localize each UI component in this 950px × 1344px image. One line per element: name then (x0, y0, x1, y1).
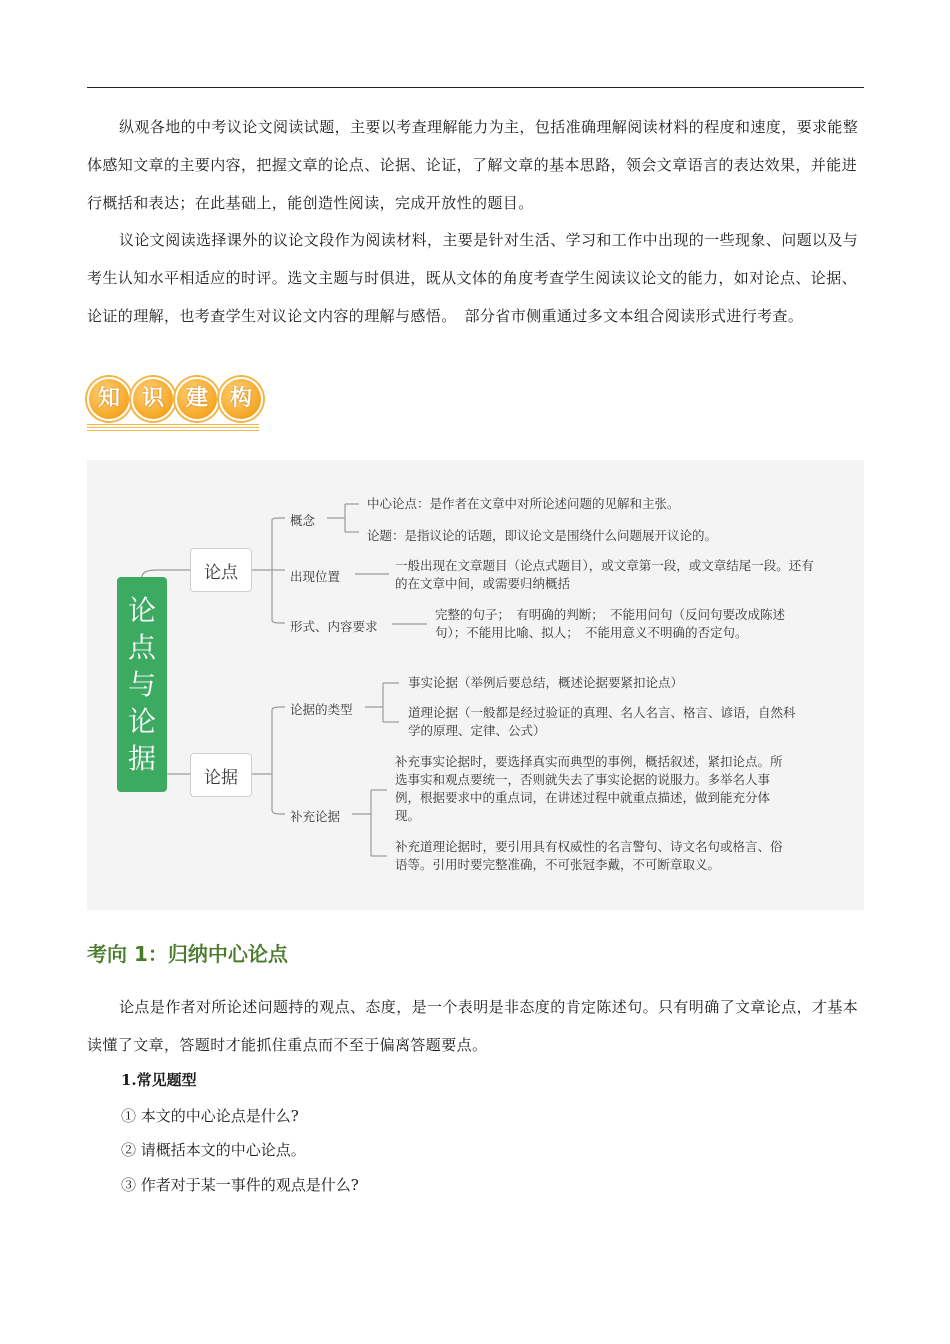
node-lundian: 论点 (190, 548, 252, 592)
banner-char-3: 建 (175, 377, 219, 421)
leaf-leixing-2: 道理论据（一般都是经过验证的真理、名人名言、格言、谚语，自然科学的原理、定律、公式） (408, 705, 796, 738)
leaf-gainian-2: 论题：是指议论的话题，即议论文是围绕什么问题展开议论的。 (367, 528, 718, 543)
section-title: 考向 1：归纳中心论点 (87, 942, 288, 966)
leaf-gainian-1: 中心论点：是作者在文章中对所论述问题的见解和主张。 (367, 496, 680, 511)
mind-map-root (117, 577, 167, 792)
leaf-chuxian-1: 一般出现在文章题目（论点式题目），或文章第一段，或文章结尾一段。还有的在文章中间，或需要归纳概括 (395, 558, 814, 591)
branch-xingshi: 形式、内容要求 (290, 619, 378, 634)
header-rule (87, 87, 864, 88)
leaf-leixing-1: 事实论据（举例后要总结，概述论据要紧扣论点） (408, 675, 684, 690)
root-char-1: 论 (127, 594, 156, 627)
leaf-buchong-2: 补充道理论据时，要引用具有权威性的名言警句、诗文名句或格言、俗语等。引用时要完整准确，不可张冠李戴，不可断章取义。 (395, 839, 783, 872)
leaf-buchong-1: 补充事实论据时，要选择真实而典型的事例，概括叙述，紧扣论点。所选事实和观点要统一，否则就失去了事实论据的说服力。多举名人事例，根据要求中的重点词，在讲述过程中就重点描述，做到能充分体现。 (395, 754, 783, 823)
banner-char-2: 识 (131, 377, 175, 421)
intro-paragraph-1: 纵观各地的中考议论文阅读试题，主要以考查理解能力为主，包括准确理解阅读材料的程度和速度，要求能整体感知文章的主要内容，把握文章的论点、论据、论证，了解文章的基本思路，领会文章语言的表达效果，并能进行概括和表达；在此基础上，能创造性阅读，完成开放性的题目。 (87, 118, 859, 212)
question-item-3: ③ 作者对于某一事件的观点是什么? (121, 1176, 359, 1194)
question-item-2: ② 请概括本文的中心论点。 (121, 1141, 306, 1159)
intro-paragraph-2: 议论文阅读选择课外的议论文段作为阅读材料，主要是针对生活、学习和工作中出现的一些现象、问题以及与考生认知水平相适应的时评。选文主题与时俱进，既从文体的角度考查学生阅读议论文的能力，如对论点、论据、论证的理解，也考查学生对议论文内容的理解与感悟。 部分省市侧重通过多文本组合阅读形式进行考查。 (87, 231, 859, 325)
section-paragraph: 论点是作者对所论述问题持的观点、态度，是一个表明是非态度的肯定陈述句。只有明确了文章论点，才基本读懂了文章，答题时才能抓住重点而不至于偏离答题要点。 (87, 998, 859, 1054)
knowledge-structure-banner (87, 373, 267, 433)
question-item-1: ① 本文的中心论点是什么? (121, 1107, 299, 1125)
banner-underline (87, 423, 259, 431)
banner-char-4: 构 (219, 377, 263, 421)
branch-chuxian: 出现位置 (290, 569, 341, 584)
root-char-5: 据 (127, 742, 156, 775)
branch-buchong: 补充论据 (290, 809, 341, 824)
mind-map (87, 460, 864, 910)
node-lunju: 论据 (190, 753, 252, 797)
branch-gainian: 概念 (290, 513, 316, 528)
root-char-2: 点 (127, 631, 156, 664)
banner-char-1: 知 (87, 377, 131, 421)
sub-heading: 1.常见题型 (121, 1071, 197, 1089)
branch-leixing: 论据的类型 (290, 702, 353, 717)
root-char-4: 论 (127, 705, 156, 738)
root-char-3: 与 (127, 668, 156, 701)
leaf-xingshi-1: 完整的句子； 有明确的判断； 不能用问句（反问句要改成陈述句）；不能用比喻、拟人； 不能用意义不明确的否定句。 (435, 607, 786, 640)
